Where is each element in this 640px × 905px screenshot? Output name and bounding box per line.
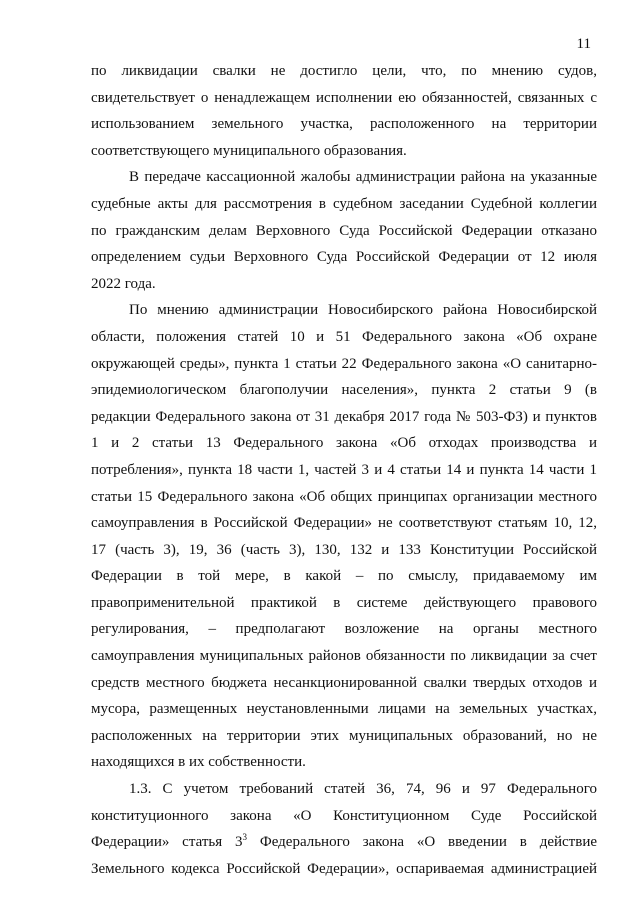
paragraph (91, 776, 597, 882)
text-line: регулирования, – предполагают возложение на органы местного (91, 621, 597, 638)
text-line: 2022 года. (91, 275, 156, 292)
text-line: 1 и 2 статьи 13 Федерального закона «Об отходах производства и (91, 435, 597, 452)
text-line: правоприменительной практикой в системе действующего правового (91, 594, 597, 611)
superscript: 3 (242, 832, 247, 843)
text-fragment: Федерального закона «О введении в действие (247, 834, 597, 851)
text-line: расположенных на территории этих муниципальных образований, но не (91, 727, 597, 744)
text-line: 17 (часть 3), 19, 36 (часть 3), 130, 132 и 133 Конституции Российской (91, 541, 597, 558)
text-line-with-superscript (91, 829, 597, 856)
text-fragment: Федерации» статья 3 (91, 834, 243, 851)
text-line: Земельного кодекса Российской Федерации», оспариваемая администрацией (91, 860, 597, 877)
page-number: 11 (576, 36, 591, 52)
text-line: самоуправления в Российской Федерации» не соответствуют статьям 10, 12, (91, 515, 597, 532)
paragraph (91, 297, 597, 776)
text-line: 1.3. С учетом требований статей 36, 74, 96 и 97 Федерального (129, 781, 597, 798)
text-line: находящихся в их собственности. (91, 754, 306, 771)
text-line: по гражданским делам Верховного Суда Российской Федерации отказано (91, 222, 597, 239)
text-line: окружающей среды», пункта 1 статьи 22 Федерального закона «О санитарно- (91, 355, 597, 372)
text-line: Федерации в той мере, в какой – по смыслу, придаваемому им (91, 568, 597, 585)
text-line: В передаче кассационной жалобы администрации района на указанные (129, 169, 597, 186)
text-line: свидетельствует о ненадлежащем исполнении ею обязанностей, связанных с (91, 89, 597, 106)
text-line: статьи 15 Федерального закона «Об общих принципах организации местного (91, 488, 597, 505)
text-line: судебные акты для рассмотрения в судебном заседании Судебной коллегии (91, 195, 597, 212)
text-line: средств местного бюджета несанкционированной свалки твердых отходов и (91, 674, 597, 691)
paragraph (91, 58, 597, 164)
paragraph (91, 164, 597, 297)
text-line: мусора, размещенных неустановленными лицами на земельных участках, (91, 701, 597, 718)
text-line: использованием земельного участка, расположенного на территории (91, 116, 597, 133)
text-line: эпидемиологическом благополучии населения», пункта 2 статьи 9 (в (91, 382, 597, 399)
text-line: определением судьи Верховного Суда Российской Федерации от 12 июля (91, 249, 597, 266)
text-line: по ликвидации свалки не достигло цели, что, по мнению судов, (91, 63, 597, 79)
text-line: редакции Федерального закона от 31 декабря 2017 года № 503-ФЗ) и пунктов (91, 408, 597, 425)
text-line: самоуправления муниципальных районов обязанности по ликвидации за счет (91, 648, 597, 665)
document-body (91, 58, 597, 882)
text-line: конституционного закона «О Конституционном Суде Российской (91, 807, 597, 824)
text-line: По мнению администрации Новосибирского района Новосибирской (129, 302, 597, 319)
text-line: потребления», пункта 18 части 1, частей 3 и 4 статьи 14 и пункта 14 части 1 (91, 461, 597, 478)
text-line: области, положения статей 10 и 51 Федерального закона «Об охране (91, 328, 597, 345)
text-line: соответствующего муниципального образования. (91, 142, 407, 159)
